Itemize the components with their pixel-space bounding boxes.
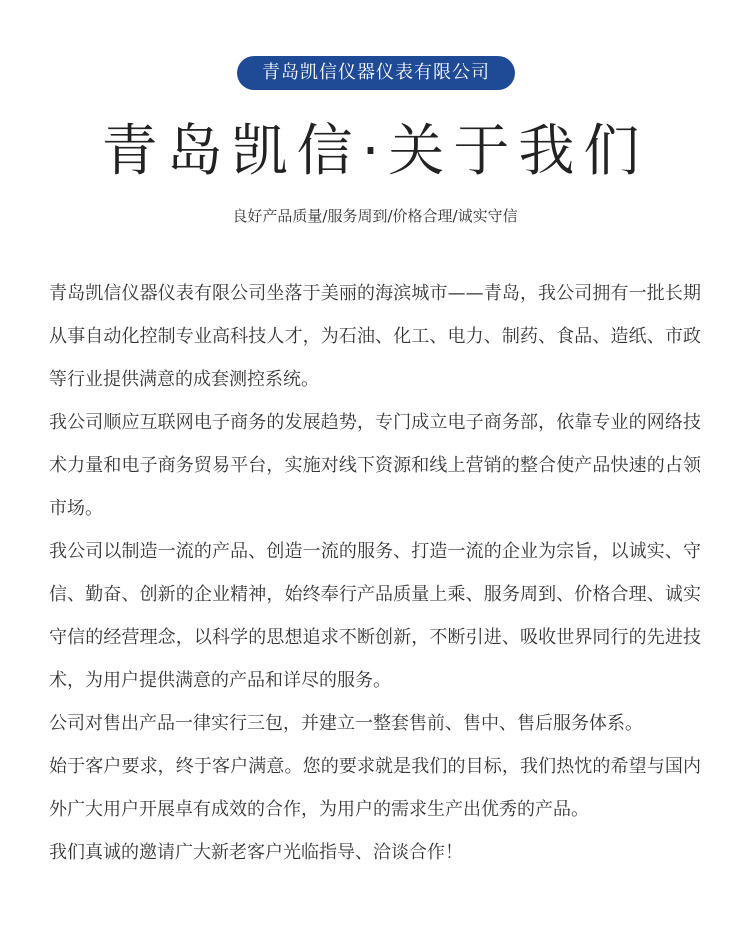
- paragraph-intro: 青岛凯信仪器仪表有限公司坐落于美丽的海滨城市——青岛，我公司拥有一批长期从事自动化控制专业高科技人才，为石油、化工、电力、制药、食品、造纸、市政等行业提供满意的成套测控系统。: [49, 283, 701, 390]
- about-content: [49, 272, 701, 874]
- paragraph-warranty: 公司对售出产品一律实行三包，并建立一整套售前、售中、售后服务体系。: [49, 713, 643, 734]
- paragraph-ecommerce: 我公司顺应互联网电子商务的发展趋势，专门成立电子商务部，依靠专业的网络技术力量和电子商务贸易平台，实施对线下资源和线上营销的整合使产品快速的占领市场。: [49, 412, 701, 519]
- paragraph-invitation: 我们真诚的邀请广大新老客户光临指导、洽谈合作！: [49, 842, 463, 863]
- paragraph-mission: 我公司以制造一流的产品、创造一流的服务、打造一流的企业为宗旨，以诚实、守信、勤奋、创新的企业精神，始终奉行产品质量上乘、服务周到、价格合理、诚实守信的经营理念，以科学的思想追求不断创新，不断引进、吸收世界同行的先进技术，为用户提供满意的产品和详尽的服务。: [49, 541, 701, 691]
- subtitle-slogan: 良好产品质量/服务周到/价格合理/诚实守信: [232, 207, 518, 225]
- paragraph-customer: 始于客户要求，终于客户满意。您的要求就是我们的目标，我们热忱的希望与国内外广大用户开展卓有成效的合作，为用户的需求生产出优秀的产品。: [49, 756, 701, 820]
- page-title: 青岛凯信·关于我们: [101, 119, 649, 184]
- company-badge: 青岛凯信仪器仪表有限公司: [237, 56, 515, 90]
